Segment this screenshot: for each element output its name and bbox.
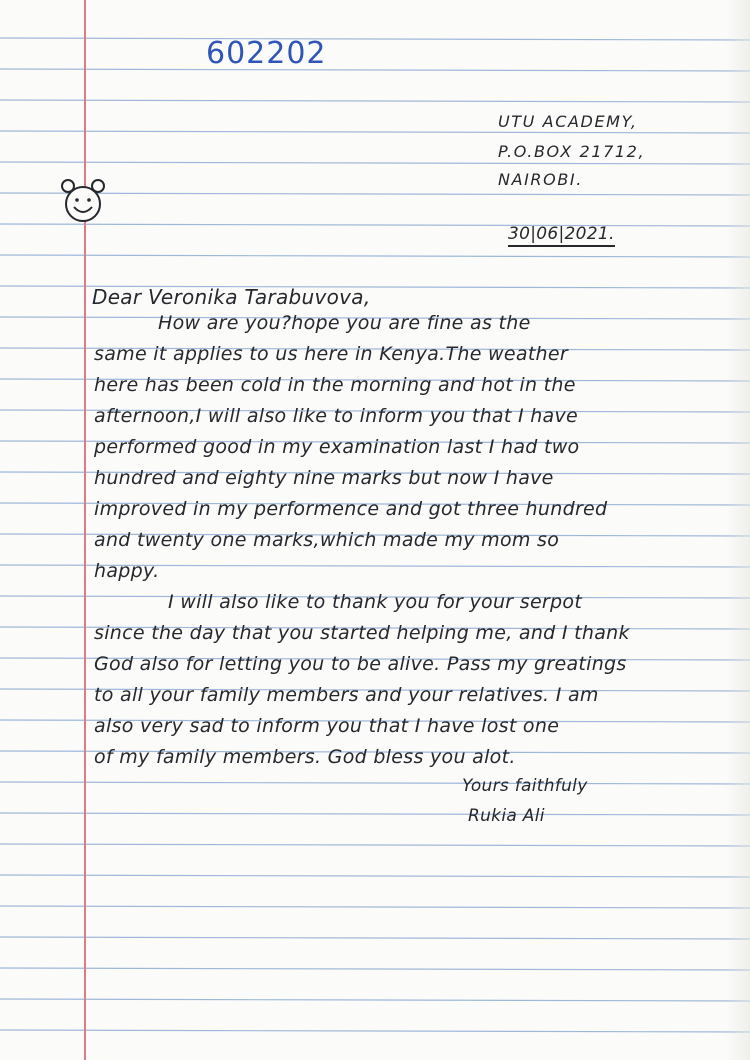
body-line-14: also very sad to inform you that I have lost one — [94, 715, 560, 737]
smiley-bear-icon — [58, 177, 112, 227]
body-line-12: God also for letting you to be alive. Pass my greatings — [94, 653, 627, 675]
reference-number: 602202 — [206, 36, 327, 71]
body-line-10: I will also like to thank you for your serpot — [168, 591, 583, 613]
rule-line — [0, 782, 750, 784]
signature-name: Rukia Ali — [468, 806, 545, 826]
rule-line — [0, 131, 750, 133]
rule-line — [0, 255, 750, 257]
rule-line — [0, 844, 750, 846]
body-line-6: hundred and eighty nine marks but now I have — [94, 467, 554, 489]
body-line-8: and twenty one marks,which made my mom so — [94, 529, 560, 551]
rule-line — [0, 906, 750, 908]
rule-line — [0, 193, 750, 195]
margin-line — [84, 0, 86, 1060]
body-line-1: How are you?hope you are fine as the — [158, 312, 531, 334]
rule-line — [0, 968, 750, 970]
body-line-5: performed good in my examination last I had two — [94, 436, 580, 458]
body-line-13: to all your family members and your relatives. I am — [94, 684, 599, 706]
address-line-3: NAIROBI. — [498, 170, 583, 189]
closing: Yours faithfuly — [462, 776, 588, 796]
body-line-7: improved in my performence and got three hundred — [94, 498, 608, 520]
rule-line — [0, 38, 750, 40]
rule-line — [0, 875, 750, 877]
address-line-1: UTU ACADEMY, — [498, 112, 638, 131]
rule-line — [0, 813, 750, 815]
body-line-15: of my family members. God bless you alot. — [94, 746, 516, 768]
body-line-3: here has been cold in the morning and hot in the — [94, 374, 576, 396]
rule-line — [0, 162, 750, 164]
rule-line — [0, 1030, 750, 1032]
body-line-4: afternoon,I will also like to inform you that I have — [94, 405, 579, 427]
rule-line — [0, 937, 750, 939]
letter-date: 30|06|2021. — [508, 224, 615, 247]
rule-line — [0, 100, 750, 102]
rule-line — [0, 999, 750, 1001]
rule-line — [0, 69, 750, 71]
body-line-2: same it applies to us here in Kenya.The weather — [94, 343, 569, 365]
body-line-11: since the day that you started helping me, and I thank — [94, 622, 630, 644]
address-line-2: P.O.BOX 21712, — [498, 142, 646, 161]
body-line-9: happy. — [94, 560, 160, 582]
salutation: Dear Veronika Tarabuvova, — [92, 285, 371, 309]
rule-line — [0, 224, 750, 226]
